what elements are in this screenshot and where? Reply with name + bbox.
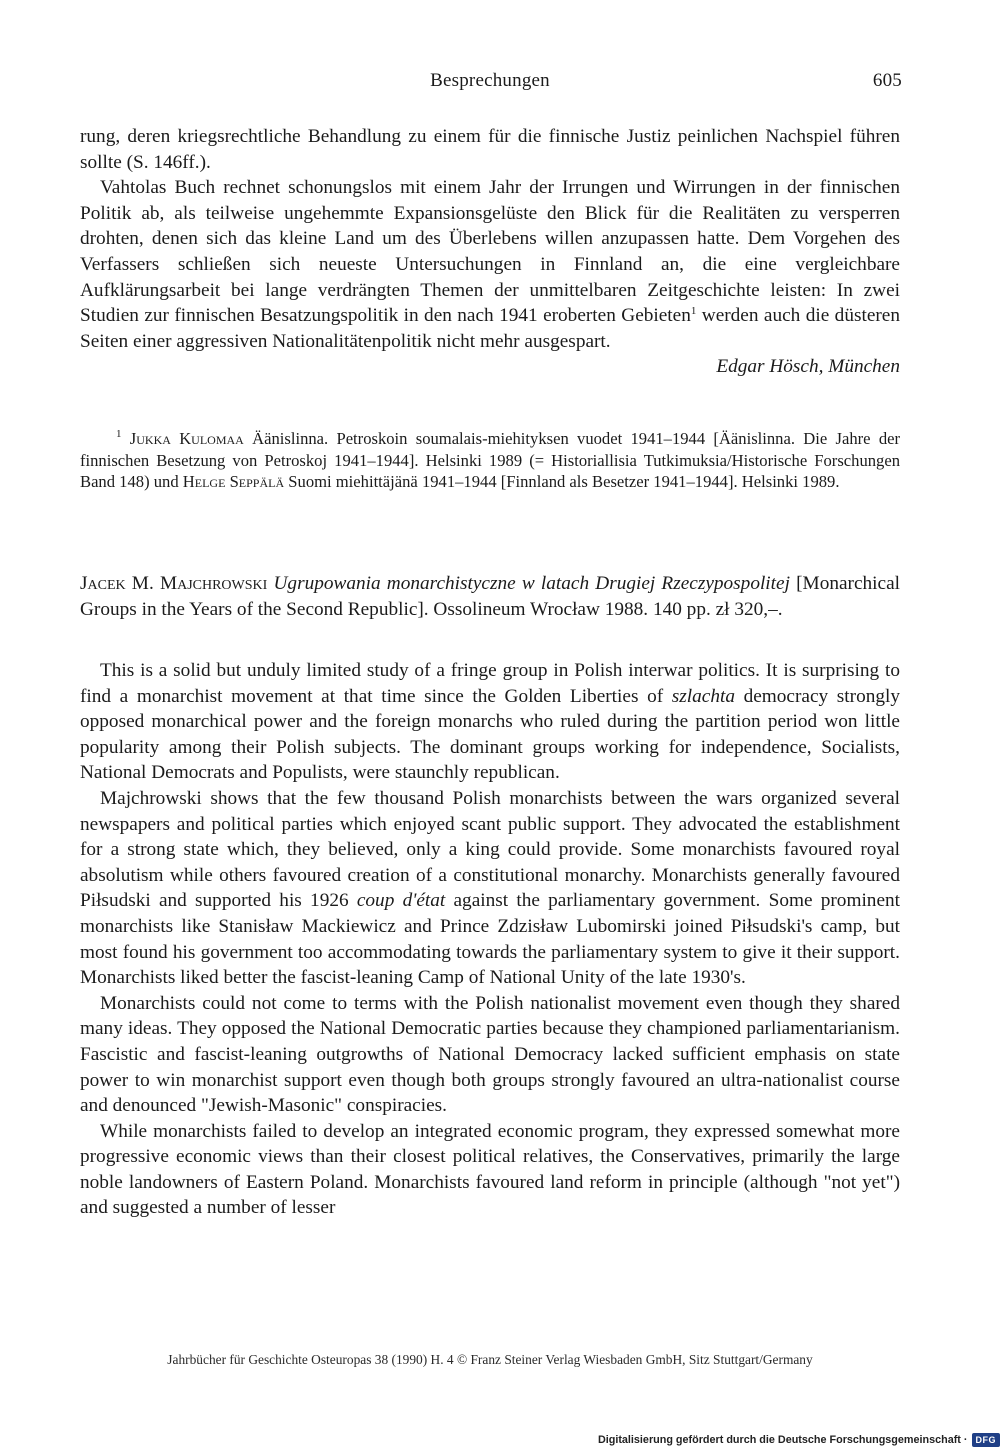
paragraph-2-text-a: Vahtolas Buch rechnet schonungslos mit einem Jahr der Irrungen und Wirrungen in der finnischen Politik ab, als teilweise ungehemmte Expansionsgelüste den Blick für die Realitäten zu versperren drohten, denen sich das kleine Land um des Überlebens willen anzupassen hatte. Dem Vorgehen des Verfassers schließen sich neueste Untersuchungen in Finnland an, die eine vergleichbare Aufklärungsarbeit bei lange verdrängten Themen der unmittelbaren Zeitgeschichte leisten: In zwei Studien zur finnischen Besatzungspolitik in den nach 1941 eroberten Gebieten <box>80 177 900 327</box>
dfg-notice-text: Digitalisierung gefördert durch die Deutsche Forschungsgemeinschaft · <box>597 1433 968 1446</box>
review-p2-italic: coup d'état <box>356 890 446 912</box>
continuation-paragraph-2 <box>80 175 900 354</box>
review-p2-text-a: Majchrowski shows that the few thousand Polish monarchists between the wars organized several newspapers and political parties which enjoyed scant public support. They advocated the establishment for a strong state which, they believed, only a king could provide. Some monarchists favoured royal absolutism while others favoured creation of a constitutional monarchy. Monarchists generally favoured Piłsudski and supported his 1926 <box>80 787 900 912</box>
review-p1-italic: szlachta <box>671 685 735 707</box>
paragraph-2-text-b: werden auch die düsteren Seiten einer aggressiven Nationalitätenpolitik nicht mehr ausgespart. <box>80 305 900 352</box>
footnote-ref: 1 <box>690 305 697 318</box>
reviewer-signature: Edgar Hösch, München <box>716 356 900 378</box>
dfg-logo-icon: DFG <box>972 1433 1000 1447</box>
footnote-author-1: Jukka Kulomaa <box>129 429 244 448</box>
footnote-author-2: Helge Seppälä <box>182 472 285 491</box>
page-number: 605 <box>872 70 902 91</box>
review-p2-text-b: against the parliamentary government. Some prominent monarchists like Stanisław Mackiewicz and Prince Zdzisław Lubomirski joined Piłsudski's camp, but most found his government too accommodating towards the parliamentary system to give it their support. Monarchists liked better the fascist-leaning Camp of National Unity of the late 1930's. <box>80 890 901 989</box>
review-p1-text-b: democracy strongly opposed monarchical power and the foreign monarchs who ruled during the partition period won little popularity among their Polish subjects. The dominant groups working for independence, Socialists, National Democrats and Populists, were staunchly republican. <box>80 685 900 784</box>
review-book-details: [Monarchical Groups in the Years of the Second Republic]. Ossolineum Wrocław 1988. 140 pp. zł 320,–. <box>80 573 900 620</box>
review-paragraph-1 <box>80 658 900 786</box>
review-paragraph-3: Monarchists could not come to terms with the Polish nationalist movement even though they shared many ideas. They opposed the National Democratic parties because they championed parliamentarianism. Fascistic and fascist-leaning outgrowths of National Democracy lacked sufficient emphasis on state power to win monarchist support even though both groups strongly favoured an ultra-nationalist course and denounced "Jewish-Masonic" conspiracies. <box>80 992 900 1117</box>
journal-footer: Jahrbücher für Geschichte Osteuropas 38 (1990) H. 4 © Franz Steiner Verlag Wiesbaden GmbH, Sitz Stuttgart/Germany <box>167 1352 813 1367</box>
previous-review-continuation <box>80 124 900 380</box>
review-body <box>80 658 900 1221</box>
dfg-notice <box>598 1430 1000 1449</box>
footnote-marker: 1 <box>116 428 122 440</box>
review-book-title: Ugrupowania monarchistyczne w latach Drugiej Rzeczypospolitej <box>273 573 790 594</box>
review-paragraph-4: While monarchists failed to develop an integrated economic program, they expressed somewhat more progressive economic views than their closest political relatives, the Conservatives, primarily the large noble landowners of Eastern Poland. Monarchists favoured land reform in principle (although "not yet") and suggested a number of lesser <box>80 1120 900 1219</box>
footnote-text-1: Äänislinna. Petroskoin soumalais-miehityksen vuodet 1941–1944 [Äänislinna. Die Jahre der finnischen Besetzung von Petroskoj 1941–1944]. Helsinki 1989 (= Historiallisia Tutkimuksia/Historische Forschungen Band 148) und <box>80 429 901 491</box>
footnote <box>80 428 900 493</box>
review-heading <box>80 571 900 622</box>
continuation-paragraph-1: rung, deren kriegsrechtliche Behandlung zu einem für die finnische Justiz peinlichen Nachspiel führen sollte (S. 146ff.). <box>80 126 900 173</box>
review-author: Jacek M. Majchrowski <box>80 573 268 594</box>
footnote-text-2: Suomi miehittäjänä 1941–1944 [Finnland als Besetzer 1941–1944]. Helsinki 1989. <box>284 472 840 491</box>
review-paragraph-2 <box>80 786 900 991</box>
review-p1-text-a: This is a solid but unduly limited study of a fringe group in Polish interwar politics. It is surprising to find a monarchist movement at that time since the Golden Liberties of <box>80 660 900 707</box>
running-header-title: Besprechungen <box>430 70 550 91</box>
